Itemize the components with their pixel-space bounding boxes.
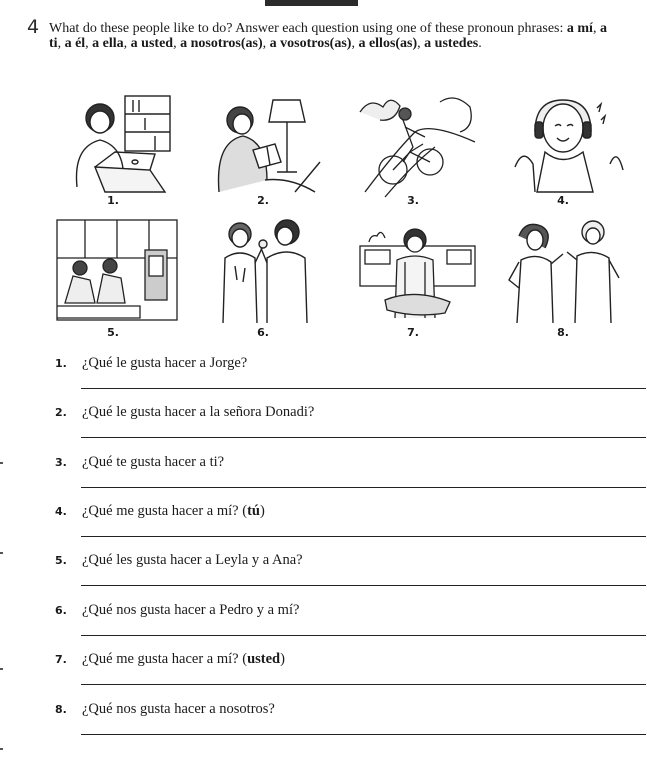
girls-watching-tv-illustration: [55, 218, 180, 326]
question-number: 3.: [55, 456, 67, 469]
question-item: [55, 405, 645, 445]
phrase: a ellos(as): [358, 36, 418, 51]
question-text: [82, 503, 265, 520]
edge-mark: [0, 462, 3, 464]
top-bar: [265, 0, 358, 6]
question-number: 7.: [55, 653, 67, 666]
instruction-text: What do these people like to do? Answer each question using one of these pronoun phrases:: [49, 21, 567, 36]
question-prompt: ¿Qué te gusta hacer a ti?: [82, 454, 225, 470]
phrase: a vosotros(as): [269, 36, 352, 51]
picture-number: 3.: [407, 194, 419, 207]
question-text: [82, 701, 275, 718]
phrase: a él: [64, 36, 86, 51]
answer-line[interactable]: [81, 388, 646, 389]
question-item: [55, 553, 645, 593]
answer-line[interactable]: [81, 734, 646, 735]
question-prompt: ¿Qué le gusta hacer a Jorge?: [82, 355, 248, 371]
question-text: [82, 552, 303, 569]
question-emphasis: usted: [247, 651, 281, 667]
picture-number: 4.: [557, 194, 569, 207]
edge-mark: [0, 668, 3, 670]
woman-reading-illustration: [205, 92, 330, 200]
question-text: [82, 355, 247, 372]
phrase: a mí: [566, 21, 593, 36]
picture-number: 8.: [557, 326, 569, 339]
picture-number: 5.: [107, 326, 119, 339]
question-item: [55, 455, 645, 495]
question-text: [82, 651, 285, 668]
cyclist-illustration: [355, 92, 480, 200]
question-prompt: ¿Qué nos gusta hacer a Pedro y a mí?: [82, 602, 300, 618]
question-number: 5.: [55, 554, 67, 567]
question-prompt: ¿Qué nos gusta hacer a nosotros?: [82, 701, 275, 717]
boys-eating-illustration: [205, 218, 330, 326]
phrase: a usted: [130, 36, 174, 51]
question-item: [55, 652, 645, 692]
answer-line[interactable]: [81, 536, 646, 537]
laptop-boy-illustration: [55, 92, 180, 200]
question-item: [55, 356, 645, 396]
answer-line[interactable]: [81, 635, 646, 636]
question-prompt: ¿Qué le gusta hacer a la señora Donadi?: [82, 404, 315, 420]
answer-line[interactable]: [81, 487, 646, 488]
answer-line[interactable]: [81, 437, 646, 438]
question-prompt: ¿Qué me gusta hacer a mí? (: [82, 651, 248, 667]
question-text: [82, 602, 299, 619]
phrase: a nosotros(as): [180, 36, 263, 51]
question-number: 4.: [55, 505, 67, 518]
man-cooking-illustration: [355, 218, 480, 326]
exercise-instructions: What do these people like to do? Answer each question using one of these pronoun phrases: a mí, a ti, a él, a ella, a usted, a nosotros(as), a vosotros(as), a ellos(as), a ustedes.: [49, 21, 607, 51]
picture-number: 1.: [107, 194, 119, 207]
question-emphasis: tú: [247, 503, 260, 519]
question-prompt: ¿Qué me gusta hacer a mí? (: [82, 503, 248, 519]
question-item: [55, 702, 645, 742]
question-number: 1.: [55, 357, 67, 370]
picture-number: 7.: [407, 326, 419, 339]
question-item: [55, 504, 645, 544]
answer-line[interactable]: [81, 684, 646, 685]
phrase: a ella: [92, 36, 124, 51]
picture-grid: [50, 88, 640, 348]
teens-dancing-illustration: [505, 218, 630, 326]
phrase: a ti: [49, 21, 607, 51]
question-close: ): [259, 503, 265, 519]
question-close: ): [280, 651, 285, 667]
phrase: a ustedes: [424, 36, 479, 51]
question-number: 8.: [55, 703, 67, 716]
picture-number: 6.: [257, 326, 269, 339]
question-text: [82, 404, 314, 421]
answer-line[interactable]: [81, 585, 646, 586]
question-number: 2.: [55, 406, 67, 419]
question-text: [82, 454, 224, 471]
exercise-number: 4: [27, 16, 40, 38]
girl-headphones-illustration: [505, 92, 630, 200]
picture-number: 2.: [257, 194, 269, 207]
question-item: [55, 603, 645, 643]
edge-mark: [0, 748, 3, 750]
edge-mark: [0, 552, 3, 554]
question-number: 6.: [55, 604, 67, 617]
question-prompt: ¿Qué les gusta hacer a Leyla y a Ana?: [82, 552, 303, 568]
